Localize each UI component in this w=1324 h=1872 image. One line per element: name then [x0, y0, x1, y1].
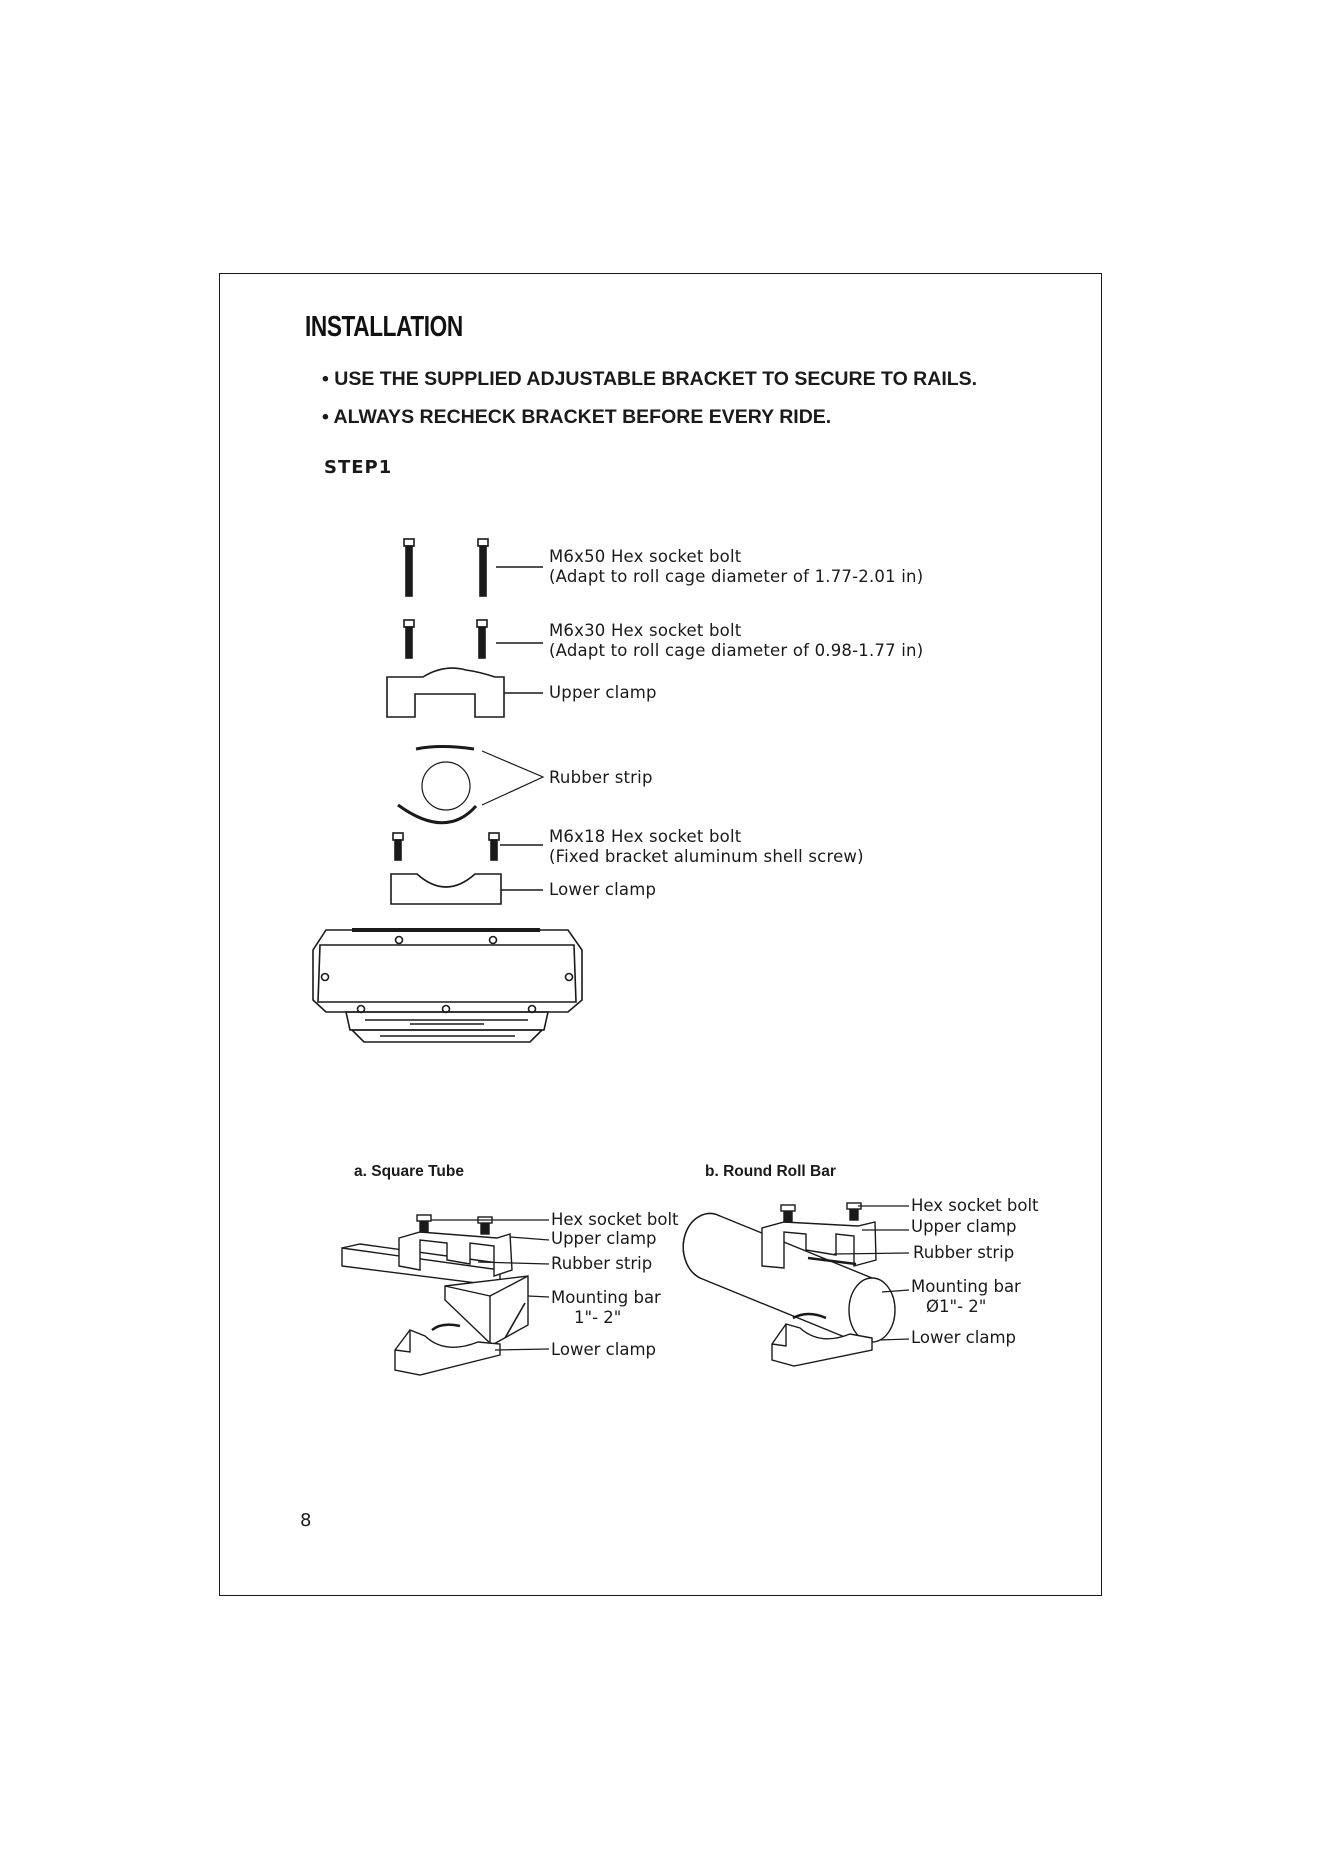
- square-tube-upper-clamp-label: Upper clamp: [551, 1229, 657, 1248]
- square-tube-size-label: 1"- 2": [574, 1308, 622, 1327]
- square-tube-rubber-strip-label: Rubber strip: [551, 1254, 653, 1273]
- callout-upper-clamp: Upper clamp: [549, 683, 657, 702]
- round-bar-rubber-strip-label: Rubber strip: [913, 1243, 1015, 1262]
- square-tube-title: a. Square Tube: [354, 1163, 464, 1180]
- callout-rubber-strip: Rubber strip: [549, 768, 653, 787]
- round-bar-upper-clamp-label: Upper clamp: [911, 1217, 1017, 1236]
- square-tube-bolt-label: Hex socket bolt: [551, 1210, 679, 1229]
- round-bar-figure: [683, 1203, 909, 1366]
- callout-m6x50-bolt: M6x50 Hex socket bolt (Adapt to roll cage diameter of 1.77-2.01 in): [549, 547, 924, 586]
- round-bar-mounting-bar-label: Mounting bar: [911, 1277, 1021, 1296]
- callout-lower-clamp: Lower clamp: [549, 880, 657, 899]
- page-title: INSTALLATION: [305, 311, 463, 343]
- square-tube-figure: [342, 1215, 549, 1375]
- callout-m6x30-bolt: M6x30 Hex socket bolt (Adapt to roll cage diameter of 0.98-1.77 in): [549, 621, 924, 660]
- round-bar-size-label: Ø1"- 2": [926, 1297, 987, 1316]
- round-bar-title: b. Round Roll Bar: [705, 1163, 836, 1180]
- step-label: STEP1: [324, 457, 393, 478]
- square-tube-mounting-bar-label: Mounting bar: [551, 1288, 661, 1307]
- instruction-recheck-bracket: • ALWAYS RECHECK BRACKET BEFORE EVERY RIDE.: [322, 406, 832, 428]
- round-bar-bolt-label: Hex socket bolt: [911, 1196, 1039, 1215]
- page-number: 8: [300, 1510, 312, 1531]
- instruction-secure-bracket: • USE THE SUPPLIED ADJUSTABLE BRACKET TO SECURE TO RAILS.: [322, 368, 978, 390]
- round-bar-lower-clamp-label: Lower clamp: [911, 1328, 1016, 1347]
- callout-m6x18-bolt: M6x18 Hex socket bolt (Fixed bracket aluminum shell screw): [549, 827, 864, 866]
- square-tube-lower-clamp-label: Lower clamp: [551, 1340, 656, 1359]
